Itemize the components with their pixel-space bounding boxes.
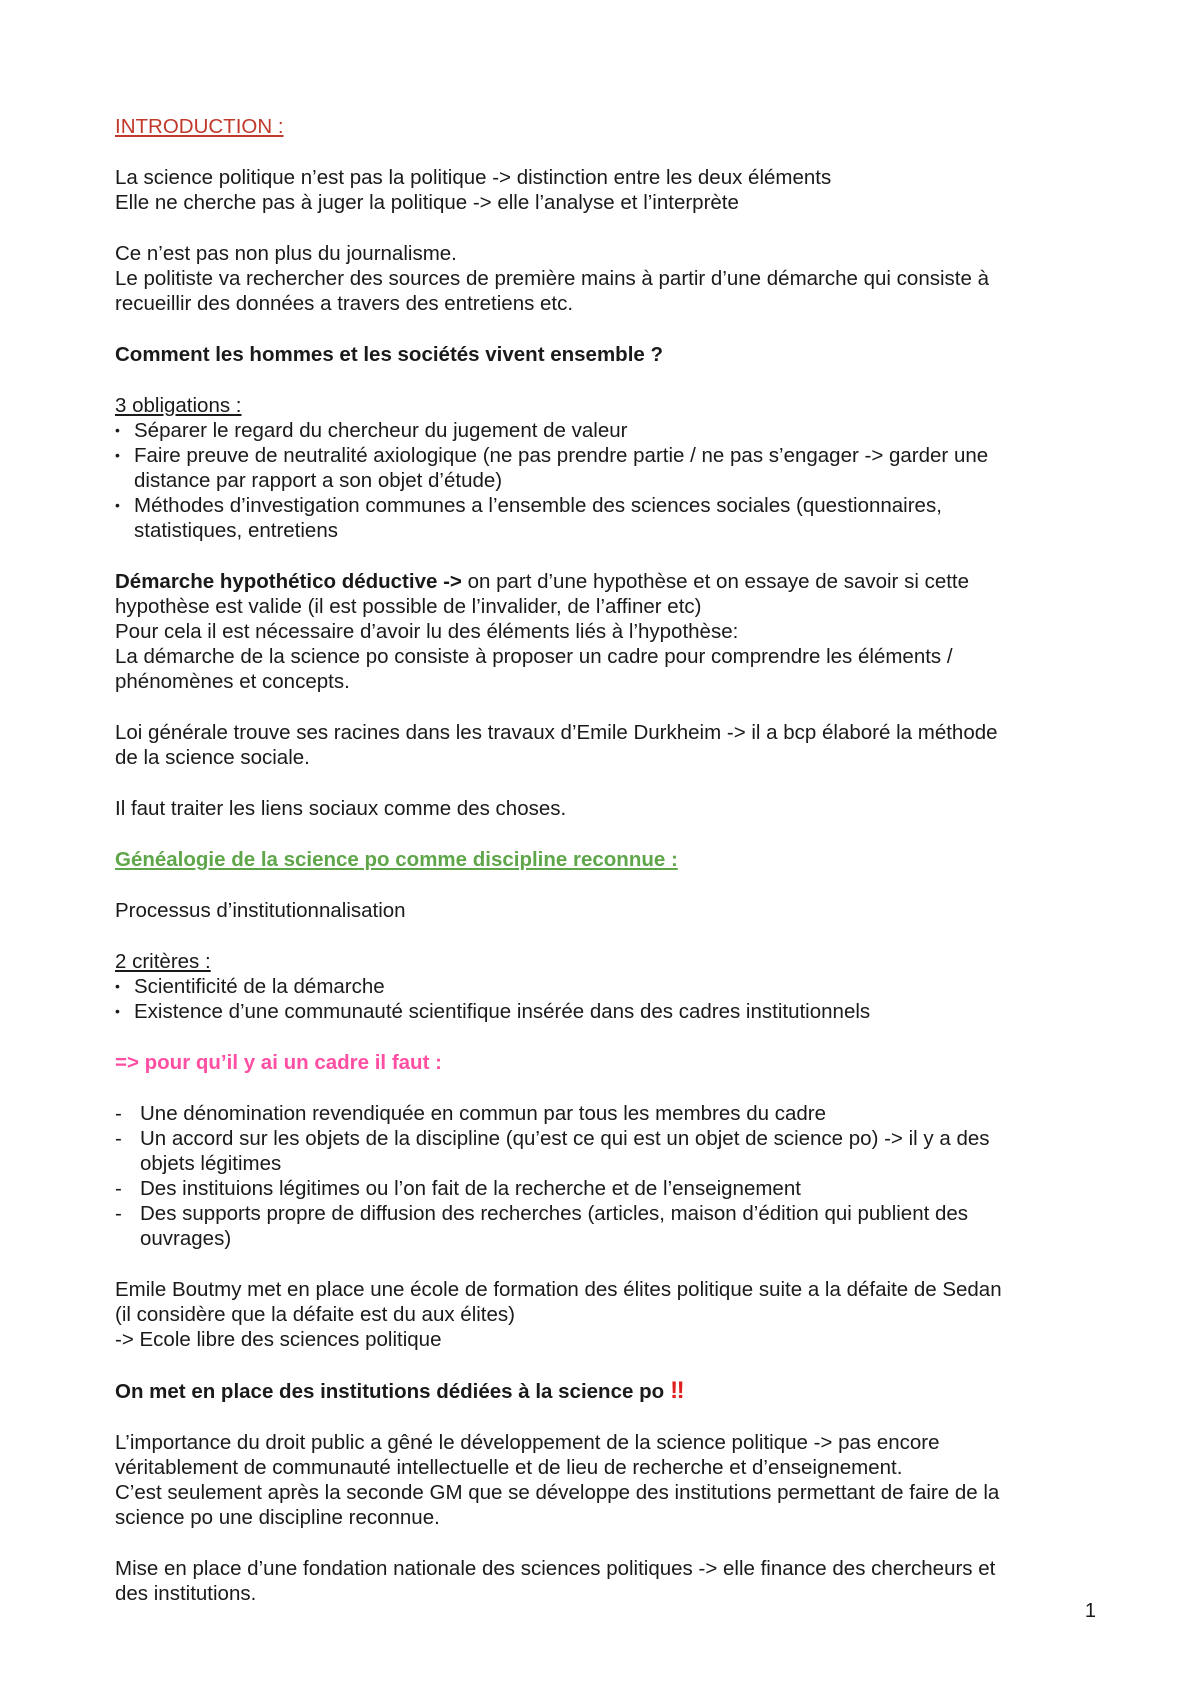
demarche-paragraph: Démarche hypothético déductive -> on part d’une hypothèse et on essaye de savoir si cette xyxy=(115,570,970,593)
list-item: - Un accord sur les objets de la discipline (qu’est ce qui est un objet de science po) -> il y a des objets légitimes xyxy=(115,1126,1105,1176)
criteres-list xyxy=(115,974,1105,1024)
intro-line: Elle ne cherche pas à juger la politique -> elle l’analyse et l’interprète xyxy=(115,191,739,214)
obligations-label: 3 obligations : xyxy=(115,394,242,417)
list-item: • Méthodes d’investigation communes a l’ensemble des sciences sociales (questionnaires, statistiques, entretiens xyxy=(115,493,1105,543)
cadre-heading: => pour qu’il y ai un cadre il faut : xyxy=(115,1051,442,1074)
droit-line: science po une discipline reconnue. xyxy=(115,1506,440,1529)
double-exclamation-icon: ‼ xyxy=(670,1377,683,1404)
fondation-line: des institutions. xyxy=(115,1582,257,1605)
boutmy-line: (il considère que la défaite est du aux élites) xyxy=(115,1303,515,1326)
genealogie-heading: Généalogie de la science po comme discipline reconnue : xyxy=(115,848,678,871)
boutmy-line: Emile Boutmy met en place une école de formation des élites politique suite a la défaite de Sedan xyxy=(115,1278,1002,1301)
intro-line: Le politiste va rechercher des sources de première mains à partir d’une démarche qui consiste à xyxy=(115,267,989,290)
demarche-term: Démarche hypothético déductive -> xyxy=(115,570,462,593)
droit-line: C’est seulement après la seconde GM que se développe des institutions permettant de faire de la xyxy=(115,1481,1000,1504)
liens-line: Il faut traiter les liens sociaux comme des choses. xyxy=(115,797,567,820)
list-item: - Des supports propre de diffusion des recherches (articles, maison d’édition qui publient des ouvrages) xyxy=(115,1201,1105,1251)
list-item: • Faire preuve de neutralité axiologique (ne pas prendre partie / ne pas s’engager -> garder une distance par rapport a son objet d’étude) xyxy=(115,443,1105,493)
obligations-list xyxy=(115,418,1105,543)
intro-line: La science politique n’est pas la politique -> distinction entre les deux éléments xyxy=(115,166,832,189)
intro-heading: INTRODUCTION : xyxy=(115,115,284,138)
list-item: • Scientificité de la démarche xyxy=(115,974,1105,999)
intro-line: recueillir des données a travers des entretiens etc. xyxy=(115,292,574,315)
droit-line: véritablement de communauté intellectuelle et de lieu de recherche et d’enseignement. xyxy=(115,1456,903,1479)
loi-line: Loi générale trouve ses racines dans les travaux d’Emile Durkheim -> il a bcp élaboré la méthode xyxy=(115,721,998,744)
list-item: - Des instituions légitimes ou l’on fait de la recherche et de l’enseignement xyxy=(115,1176,1105,1201)
page-number: 1 xyxy=(1084,1600,1096,1622)
demarche-line: Pour cela il est nécessaire d’avoir lu des éléments liés à l’hypothèse: xyxy=(115,620,739,643)
institutions-heading: On met en place des institutions dédiées à la science po ‼ xyxy=(115,1377,683,1404)
cadre-list xyxy=(115,1101,1105,1251)
demarche-line: phénomènes et concepts. xyxy=(115,670,350,693)
document-body xyxy=(115,114,1105,1606)
droit-line: L’importance du droit public a gêné le développement de la science politique -> pas encore xyxy=(115,1431,940,1454)
demarche-line: hypothèse est valide (il est possible de l’invalider, de l’affiner etc) xyxy=(115,595,702,618)
demarche-line: La démarche de la science po consiste à proposer un cadre pour comprendre les éléments / xyxy=(115,645,953,668)
list-item: - Une dénomination revendiquée en commun par tous les membres du cadre xyxy=(115,1101,1105,1126)
processus-line: Processus d’institutionnalisation xyxy=(115,899,406,922)
boutmy-line: -> Ecole libre des sciences politique xyxy=(115,1328,442,1351)
fondation-line: Mise en place d’une fondation nationale des sciences politiques -> elle finance des chercheurs et xyxy=(115,1557,996,1580)
intro-line: Ce n’est pas non plus du journalisme. xyxy=(115,242,457,265)
criteres-label: 2 critères : xyxy=(115,950,211,973)
list-item: • Séparer le regard du chercheur du jugement de valeur xyxy=(115,418,1105,443)
loi-line: de la science sociale. xyxy=(115,746,310,769)
question-heading: Comment les hommes et les sociétés vivent ensemble ? xyxy=(115,343,664,366)
list-item: • Existence d’une communauté scientifique insérée dans des cadres institutionnels xyxy=(115,999,1105,1024)
